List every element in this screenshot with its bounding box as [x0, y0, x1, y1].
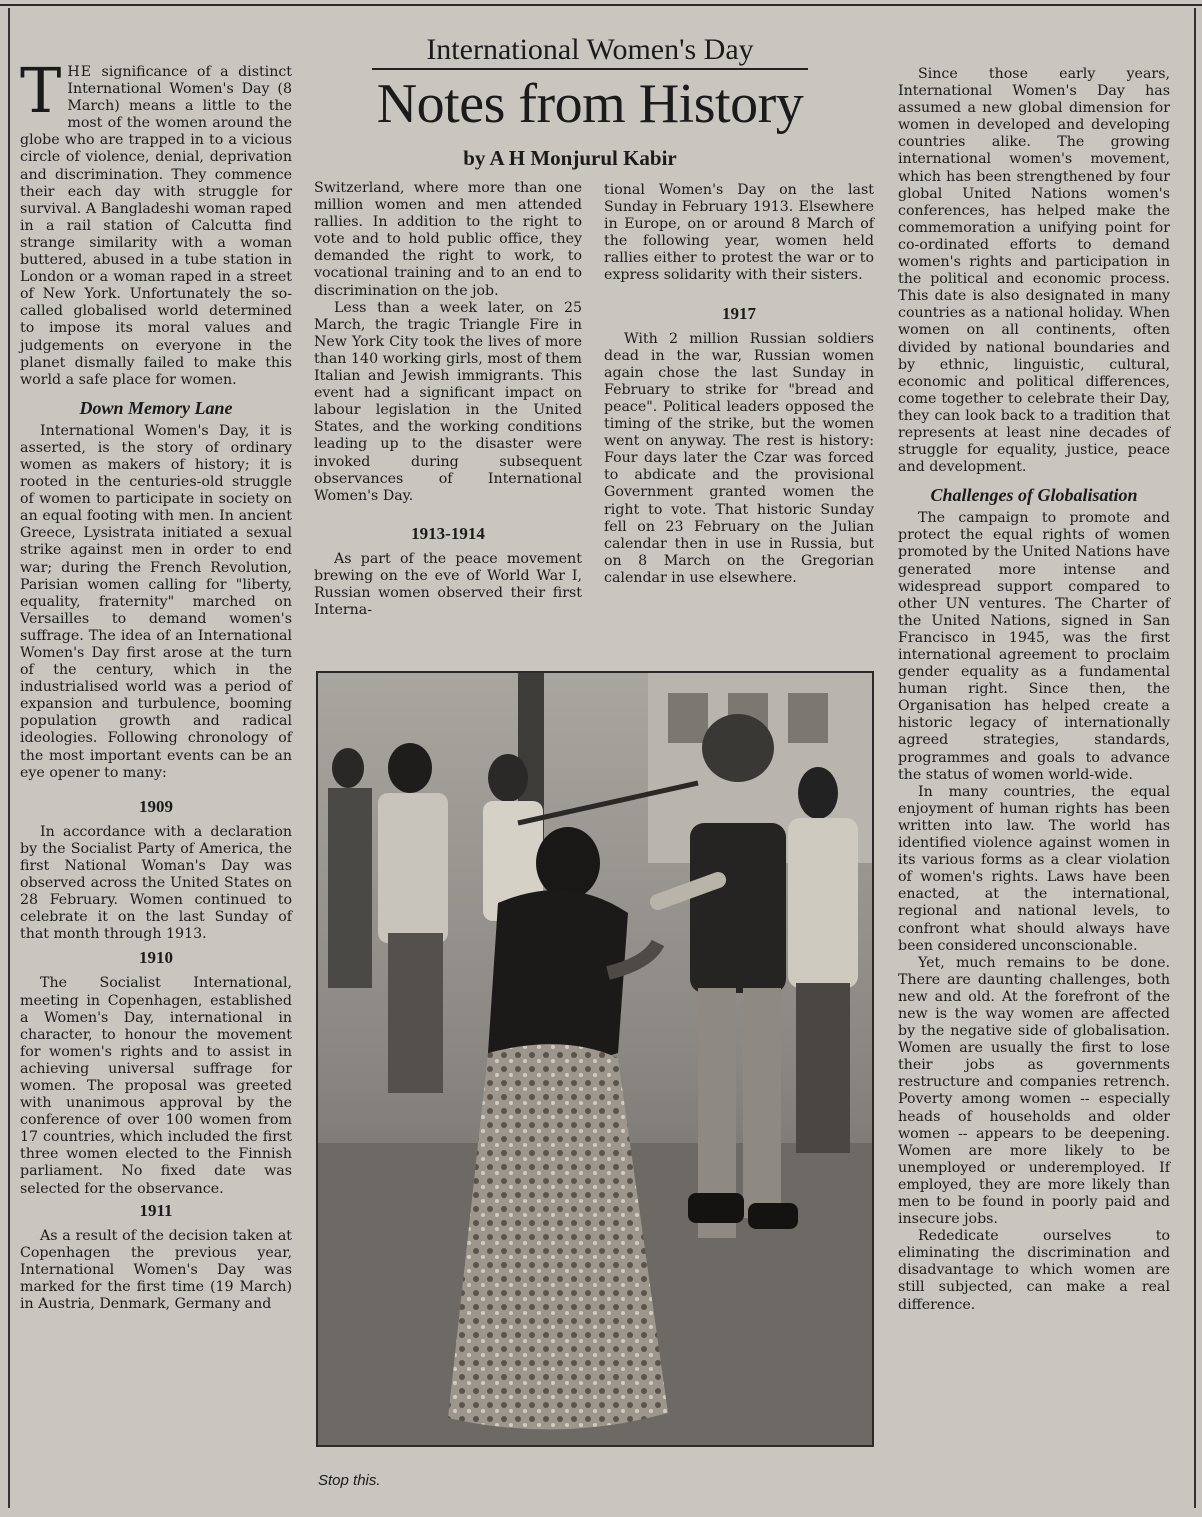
paragraph-1910: The Socialist International, meeting in Copenhagen, established a Women's Day, international in character, to honour the movement for women's rights and to assist in achieving universal suffrage for women. The proposal was greeted with unanimous approval by the conference of over 100 women from 17 countries, which included the first three women elected to the Finnish parliament. No fixed date was selected for the observance.	[20, 975, 292, 1197]
right-rule	[1194, 8, 1196, 1508]
top-rule	[0, 4, 1202, 6]
photographer	[378, 793, 448, 943]
year-1917: 1917	[722, 303, 756, 323]
window	[788, 693, 828, 743]
intro-paragraph	[20, 54, 292, 389]
headline: Notes from History	[376, 73, 804, 135]
paragraph-1909: In accordance with a declaration by the Socialist Party of America, the first National Woman's Day was observed across the United States on 28 February. Women continued to celebrate it on the last Sunday of that month through 1913.	[20, 823, 292, 943]
year-1913-1914: 1913-1914	[411, 523, 485, 543]
photographer-head	[388, 743, 432, 793]
news-photo	[316, 671, 874, 1447]
memory-paragraph: International Women's Day, it is asserted, is the story of ordinary women as makers of history; it is rooted in the centuries-old struggle of women to participate in society on an equal footing with men. In ancient Greece, Lysistrata initiated a sexual strike against men in order to end war; during the French Revolution, Parisian women calling for "liberty, equality, fraternity" marched on Versailles to demand women's suffrage. The idea of an International Women's Day first arose at the turn of the century, which in the industrialised world was a period of expansion and turbulence, booming population growth and radical ideologies. Following chronology of the most important events can be an eye opener to many:	[20, 422, 292, 781]
year-1909: 1909	[139, 796, 173, 816]
subhead-globalisation: Challenges of Globalisation	[930, 485, 1138, 506]
paragraph-1913: As part of the peace movement brewing on the eve of World War I, Russian women observed their first Interna-	[314, 550, 582, 619]
drop-cap: T	[20, 54, 62, 127]
left-rule	[8, 8, 10, 1508]
column-3	[604, 182, 874, 587]
subhead-memory-lane: Down Memory Lane	[79, 397, 233, 418]
col4-paragraph-5: Rededicate ourselves to eliminating the discrimination and disadvantage to which women are still subjected, can make a real difference.	[898, 1228, 1170, 1313]
col3-paragraph-1: tional Women's Day on the last Sunday in February 1913. Elsewhere in Europe, on or around 8 March of the following year, women held rallies either to protest the war or to express solidarity with their sisters.	[604, 182, 874, 284]
year-1910: 1910	[139, 948, 173, 968]
column-1	[20, 54, 292, 1313]
police-vest	[690, 823, 786, 993]
col2-paragraph-1: Switzerland, where more than one million women and men attended rallies. In addition to the right to vote and to hold public office, they demanded the right to work, to vocational training and to an end to discrimination on the job.	[314, 180, 582, 299]
col2-paragraph-2: Less than a week later, on 25 March, the tragic Triangle Fire in New York City took the lives of more than 140 working girls, most of them Italian and Jewish immigrants. This event had a significant impact on labour legislation in the United States, and the working conditions leading up to the disaster were invoked during subsequent observances of International Women's Day.	[314, 299, 582, 504]
woman-head	[536, 827, 600, 899]
photo-illustration	[318, 673, 872, 1445]
col4-paragraph-1: Since those early years, International Women's Day has assumed a new global dimension for women in developed and developing countries alike. The growing international women's movement, which has been strengthened by four global United Nations women's conferences, has helped make the commemoration a unifying point for co-ordinated efforts to demand women's rights and participation in the political and economic process. This date is also designated in many countries as a national holiday. When women on all continents, often divided by national boundaries and by ethnic, linguistic, cultural, economic and political differences, come together to celebrate their Day, they can look back to a tradition that represents at least nine decades of struggle for equality, justice, peace and development.	[898, 66, 1170, 476]
byline: by A H Monjurul Kabir	[463, 146, 677, 170]
police-helmet	[702, 714, 774, 782]
window	[668, 693, 708, 743]
col4-paragraph-4: Yet, much remains to be done. There are daunting challenges, both new and old. At the forefront of the new is the way women are affected by the negative side of globalisation. Women are usually the first to lose their jobs as governments restructure and companies retrench. Poverty among women -- especially heads of households and older women -- appears to be deepening. Women are more likely to be unemployed or underemployed. If employed, they are more likely than men to be found in poorly paid and insecure jobs.	[898, 954, 1170, 1228]
photographer-2-head	[488, 754, 528, 802]
man-right-head	[798, 767, 838, 819]
year-1911: 1911	[139, 1200, 173, 1220]
police-boot	[748, 1203, 798, 1229]
police-leg-right	[743, 988, 781, 1218]
col4-paragraph-3: In many countries, the equal enjoyment of human rights has been written into law. The world has identified violence against women in its various forms as a clear violation of women's rights. Laws have been enacted, at the international, regional and national levels, to confront what should always have been considered unconscionable.	[898, 783, 1170, 954]
photographer-legs	[388, 933, 443, 1093]
paragraph-1911: As a result of the decision taken at Copenhagen the previous year, International Women's Day was marked for the first time (19 March) in Austria, Denmark, Germany and	[20, 1227, 292, 1312]
intro-lead: HE	[67, 64, 93, 80]
man-right	[788, 818, 858, 988]
col4-paragraph-2: The campaign to promote and protect the equal rights of women promoted by the United Nations have generated more intense and widespread support compared to other UN ventures. The Charter of the United Nations, signed in San Francisco in 1945, was the first international agreement to proclaim gender equality as a fundamental human right. Since then, the Organisation has helped create a historic legacy of internationally agreed strategies, standards, programmes and goals to advance the status of women world-wide.	[898, 510, 1170, 783]
bystander-head	[332, 748, 364, 788]
intro-text: significance of a distinct International Women's Day (8 March) means a little to the most of the women around the globe who are trapped in to a vicious circle of violence, denial, deprivation and discrimination. They commence their each day with struggle for survival. A Bangladeshi woman raped in a rail station of Calcutta find strange similarity with a woman buttered, abused in a tube station in London or a woman raped in a street of New York. Unfortunately the so-called globalised world determined to impose its moral values and judgements on everyone in the planet dismally failed to make this world a safe place for women.	[20, 64, 292, 388]
bystander	[328, 788, 372, 988]
photo-caption: Stop this.	[318, 1472, 381, 1489]
kicker: International Women's Day	[372, 32, 808, 70]
column-4	[898, 66, 1170, 1314]
woman-top	[488, 890, 628, 1063]
man-right-legs	[796, 983, 850, 1153]
paragraph-1917: With 2 million Russian soldiers dead in the war, Russian women again chose the last Sunday in February to strike for "bread and peace". Political leaders opposed the timing of the strike, but the women went on anyway. The rest is history: Four days later the Czar was forced to abdicate and the provisional Government granted women the right to vote. That historic Sunday fell on 23 February on the Julian calendar then in use in Russia, but on 8 March on the Gregorian calendar in use elsewhere.	[604, 330, 874, 586]
police-boot	[688, 1193, 744, 1223]
column-2	[314, 180, 582, 619]
